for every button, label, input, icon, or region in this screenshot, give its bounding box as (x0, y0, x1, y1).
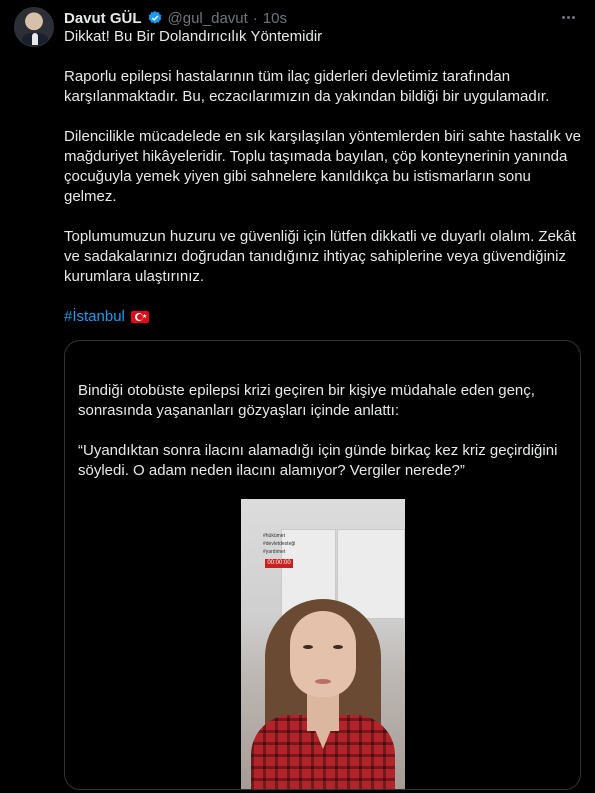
author-avatar[interactable] (14, 7, 54, 47)
hashtag-link[interactable]: #İstanbul (64, 308, 125, 325)
verified-badge-icon (147, 10, 163, 26)
quoted-tweet-text (78, 381, 573, 501)
tweet-paragraph: Raporlu epilepsi hastalarının tüm ilaç giderleri devletimiz tarafından karşılanmaktadır. Bu, eczacılarımızın da yakından bildiği bir uygulamadır. (64, 68, 550, 105)
separator-dot: · (252, 9, 258, 27)
tweet-text (64, 27, 584, 327)
quoted-video-thumbnail[interactable] (241, 499, 405, 790)
video-overlay-tag: 00:00:00 (265, 559, 293, 568)
quoted-tweet-card[interactable] (64, 340, 581, 790)
turkey-flag-icon: ★ (131, 311, 149, 323)
author-name[interactable]: Davut GÜL (64, 9, 142, 27)
video-overlay-text: #devletdesteği (263, 541, 296, 547)
video-overlay-text: #yardımet (263, 549, 286, 555)
tweet-paragraph: Dilencilikle mücadelede en sık karşılaşılan yöntemlerden biri sahte hastalık ve mağduriyet hikâyeleridir. Toplu taşımada bayılan, çöp konteynerinin yanında çocuğuyla yemek yiyen gibi sahnelere kanıldıkça bu istismarların sonu gelmez. (64, 128, 581, 205)
tweet-header (64, 8, 287, 28)
more-options-icon[interactable] (558, 9, 578, 25)
tweet-paragraph: Toplumumuzun huzuru ve güvenliği için lütfen dikkatli ve duyarlı olalım. Zekât ve sadakalarınızı doğrudan tanıdığınız ihtiyaç sahiplerine veya güvendiğiniz kurumlara ulaştırınız. (64, 228, 576, 285)
quoted-paragraph: “Uyandıktan sonra ilacını alamadığı için günde birkaç kez kriz geçirdiğini söyledi. O adam neden ilacını alamıyor? Vergiler nerede?” (78, 442, 558, 479)
author-handle[interactable]: @gul_davut (167, 9, 248, 27)
video-overlay-text: #hükümet (263, 533, 285, 539)
hashtag-row (64, 307, 584, 327)
quoted-paragraph: Bindiği otobüste epilepsi krizi geçiren bir kişiye müdahale eden genç, sonrasında yaşananları gözyaşları içinde anlattı: (78, 382, 535, 419)
tweet-timestamp[interactable]: 10s (262, 9, 287, 27)
tweet-title: Dikkat! Bu Bir Dolandırıcılık Yöntemidir (64, 28, 323, 45)
